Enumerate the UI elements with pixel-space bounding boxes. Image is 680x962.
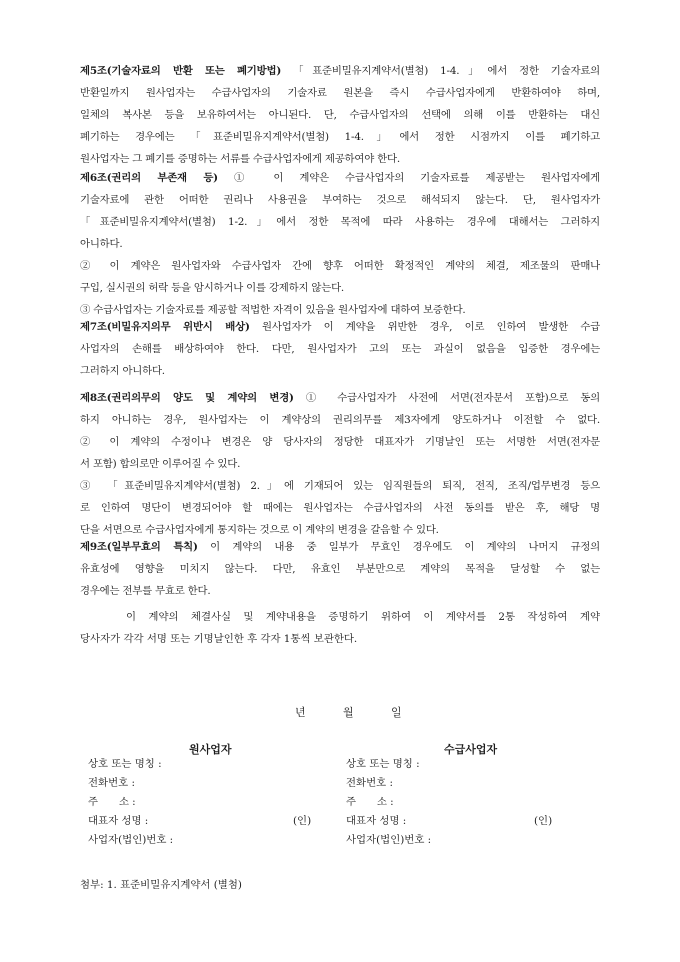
article-5: [80, 60, 600, 170]
article-title: 제6조(권리의 부존재 등): [80, 172, 218, 184]
article-line: 경우에는 전부를 무효로 한다.: [80, 585, 211, 597]
principal-contractor-heading: 원사업자: [189, 743, 232, 756]
article-line: 단을 서면으로 수급사업자에게 통지하는 것으로 이 계약의 변경을 갈음할 수 있다.: [80, 524, 439, 536]
article-line: 서 포함) 합의로만 이루어질 수 있다.: [80, 458, 241, 470]
closing-statement: [80, 606, 600, 650]
article-title: 제8조(권리의무의 양도 및 계약의 변경): [80, 392, 294, 404]
article-line: 유효성에 영향을 미치지 않는다. 다만, 유효인 부분만으로 계약의 목적을 달성할 수 없는: [80, 563, 600, 575]
date-year: 년: [295, 706, 306, 719]
attachment-note: 첨부: 1. 표준비밀유지계약서 (별첨): [80, 879, 242, 891]
article-line: ② 이 계약은 원사업자와 수급사업자 간에 향후 어떠한 확정적인 계약의 체결, 제조물의 판매나: [80, 260, 600, 272]
article-line: 제5조(기술자료의 반환 또는 폐기방법) 「표준비밀유지계약서(별첨) 1-4.」에서 정한 기술자료의: [80, 65, 600, 77]
subcontractor-address-field: 주 소 :: [346, 796, 394, 808]
article-line: 제6조(권리의 부존재 등) ① 이 계약은 수급사업자의 기술자료를 제공받는 원사업자에게: [80, 172, 600, 184]
article-title: 제7조(비밀유지의무 위반시 배상): [80, 321, 250, 333]
closing-line: 당사자가 각각 서명 또는 기명날인한 후 각자 1통씩 보관한다.: [80, 633, 358, 645]
article-title: 제5조(기술자료의 반환 또는 폐기방법): [80, 65, 282, 77]
closing-line: 이 계약의 체결사실 및 계약내용을 증명하기 위하여 이 계약서를 2통 작성하여 계약: [126, 611, 600, 623]
article-line: 일체의 복사본 등을 보유하여서는 아니된다. 단, 수급사업자의 선택에 의해 이를 반환하는 대신: [80, 109, 600, 121]
subcontractor-heading: 수급사업자: [444, 743, 498, 756]
article-line: 반환일까지 원사업자는 수급사업자의 기술자료 원본을 즉시 수급사업자에게 반환하여야 하며,: [80, 87, 600, 99]
date-month: 월: [343, 706, 354, 719]
principal-company-field: 상호 또는 명칭 :: [88, 758, 162, 770]
article-line: 원사업자는 그 폐기를 증명하는 서류를 수급사업자에게 제공하여야 한다.: [80, 153, 400, 165]
article-line: 제8조(권리의무의 양도 및 계약의 변경) ① 수급사업자가 사전에 서면(전자문서 포함)으로 동의: [80, 392, 600, 404]
article-line: 그러하지 아니하다.: [80, 365, 165, 377]
article-line: 기술자료에 관한 어떠한 권리나 사용권을 부여하는 것으로 해석되지 않는다. 단, 원사업자가: [80, 194, 600, 206]
article-line: 하지 아니하는 경우, 원사업자는 이 계약상의 권리의무를 제3자에게 양도하거나 이전할 수 없다.: [80, 414, 600, 426]
article-line: 사업자의 손해를 배상하여야 한다. 다만, 원사업자가 고의 또는 과실이 없음을 입증한 경우에는: [80, 343, 600, 355]
article-8: [80, 387, 600, 541]
article-line: ② 이 계약의 수정이나 변경은 양 당사자의 정당한 대표자가 기명날인 또는 서명한 서면(전자문: [80, 436, 600, 448]
article-6: [80, 167, 600, 321]
principal-address-field: 주 소 :: [88, 796, 136, 808]
article-line: 아니하다.: [80, 238, 123, 250]
principal-phone-field: 전화번호 :: [88, 777, 135, 789]
article-9: [80, 536, 600, 602]
article-line: 제9조(일부무효의 특칙) 이 계약의 내용 중 일부가 무효인 경우에도 이 계약의 나머지 규정의: [80, 541, 600, 553]
article-line: ③ 「표준비밀유지계약서(별첨) 2.」에 기재되어 있는 임직원들의 퇴직, 전직, 조직/업무변경 등으: [80, 480, 600, 492]
date-day: 일: [391, 706, 402, 719]
subcontractor-bizno-field: 사업자(법인)번호 :: [346, 834, 432, 846]
date-line: [0, 704, 680, 724]
article-title: 제9조(일부무효의 특칙): [80, 541, 198, 553]
article-7: [80, 316, 600, 382]
subcontractor-phone-field: 전화번호 :: [346, 777, 393, 789]
subcontractor-rep-field: 대표자 성명 :: [346, 815, 407, 827]
article-line: 제7조(비밀유지의무 위반시 배상) 원사업자가 이 계약을 위반한 경우, 이로 인하여 발생한 수급: [80, 321, 600, 333]
article-line: 구입, 실시권의 허락 등을 암시하거나 이를 강제하지 않는다.: [80, 282, 345, 294]
subcontractor-company-field: 상호 또는 명칭 :: [346, 758, 420, 770]
principal-seal-mark: (인): [293, 815, 312, 827]
article-line: ③ 수급사업자는 기술자료를 제공할 적법한 자격이 있음을 원사업자에 대하여 보증한다.: [80, 304, 466, 316]
subcontractor-seal-mark: (인): [534, 815, 553, 827]
article-line: 폐기하는 경우에는 「표준비밀유지계약서(별첨) 1-4.」에서 정한 시점까지 이를 폐기하고: [80, 131, 600, 143]
article-line: 「표준비밀유지계약서(별첨) 1-2.」에서 정한 목적에 따라 사용하는 경우에 대해서는 그러하지: [80, 216, 600, 228]
article-line: 로 인하여 명단이 변경되어야 할 때에는 원사업자는 수급사업자의 사전 동의를 받은 후, 해당 명: [80, 502, 600, 514]
principal-rep-field: 대표자 성명 :: [88, 815, 149, 827]
principal-bizno-field: 사업자(법인)번호 :: [88, 834, 174, 846]
